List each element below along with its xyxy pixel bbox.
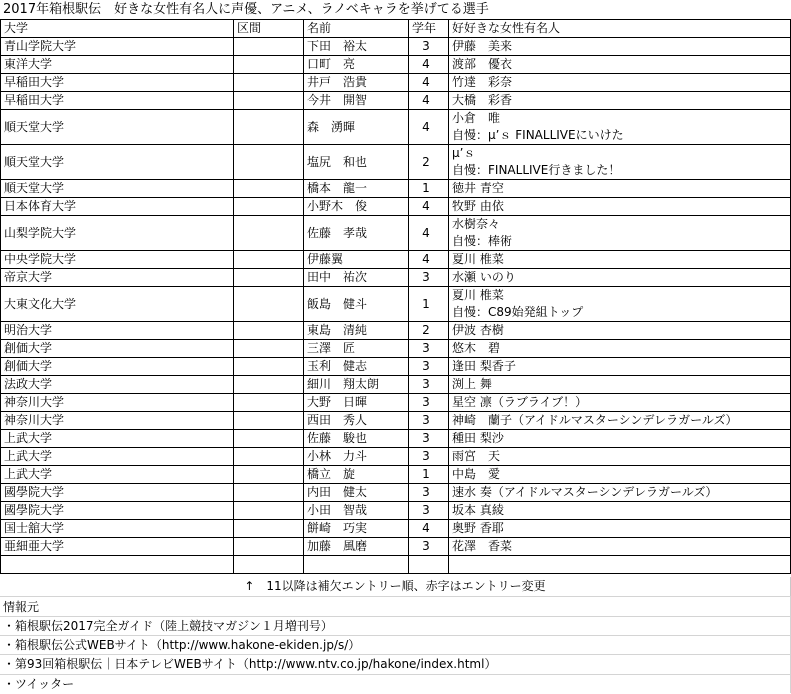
runners-table	[0, 19, 791, 574]
header-favorite: 好好きな女性有名人	[449, 20, 791, 38]
cell-favorite	[449, 251, 791, 269]
cell-favorite	[449, 376, 791, 394]
favorite-line: 水瀬 いのり	[452, 270, 516, 284]
cell-name: 佐藤 孝哉	[304, 216, 409, 251]
cell-grade: 3	[409, 448, 449, 466]
cell-grade: 4	[409, 74, 449, 92]
cell-grade: 4	[409, 251, 449, 269]
source-item: ・第93回箱根駅伝｜日本テレビWEBサイト（http://www.ntv.co.jp/hakone/index.html）	[3, 657, 497, 671]
favorite-line: 竹達 彩奈	[452, 75, 513, 89]
table-row	[1, 56, 791, 74]
favorite-line: 自慢：FINALLIVE行きました！	[452, 163, 621, 177]
source-item: ・箱根駅伝2017完全ガイド（陸上競技マガジン１月増刊号）	[3, 619, 333, 633]
table-row	[1, 448, 791, 466]
cell-university: 順天堂大学	[1, 145, 234, 180]
favorite-line: 伊藤 美来	[452, 39, 513, 53]
source-item: ・箱根駅伝公式WEBサイト（http://www.hakone-ekiden.jp/s/）	[3, 638, 361, 652]
favorite-line: 大橋 彩香	[452, 93, 513, 107]
cell-grade: 3	[409, 430, 449, 448]
table-row	[1, 287, 791, 322]
cell-favorite	[449, 110, 791, 145]
favorite-line: 星空 凛（ラブライブ！）	[452, 395, 588, 409]
cell-name: 餅崎 巧実	[304, 520, 409, 538]
cell-empty	[304, 556, 409, 574]
cell-name: 大野 日暉	[304, 394, 409, 412]
cell-favorite	[449, 287, 791, 322]
header-name: 名前	[304, 20, 409, 38]
cell-favorite	[449, 269, 791, 287]
cell-grade: 1	[409, 466, 449, 484]
table-row	[1, 110, 791, 145]
cell-university: 順天堂大学	[1, 180, 234, 198]
cell-grade: 4	[409, 198, 449, 216]
table-row	[1, 484, 791, 502]
cell-name: 飯島 健斗	[304, 287, 409, 322]
cell-university: 順天堂大学	[1, 110, 234, 145]
cell-name: 細川 翔太朗	[304, 376, 409, 394]
cell-section	[234, 412, 304, 430]
cell-favorite	[449, 145, 791, 180]
cell-favorite	[449, 56, 791, 74]
cell-university: 神奈川大学	[1, 412, 234, 430]
cell-grade: 1	[409, 287, 449, 322]
table-row	[1, 358, 791, 376]
cell-university: 上武大学	[1, 448, 234, 466]
cell-section	[234, 110, 304, 145]
cell-section	[234, 322, 304, 340]
header-grade: 学年	[409, 20, 449, 38]
cell-favorite	[449, 466, 791, 484]
cell-grade: 3	[409, 269, 449, 287]
cell-grade: 3	[409, 340, 449, 358]
cell-section	[234, 358, 304, 376]
table-row	[1, 340, 791, 358]
cell-favorite	[449, 74, 791, 92]
cell-university: 大東文化大学	[1, 287, 234, 322]
favorite-line: 小倉 唯	[452, 111, 501, 125]
cell-name: 塩尻 和也	[304, 145, 409, 180]
cell-section	[234, 287, 304, 322]
cell-grade: 3	[409, 38, 449, 56]
cell-empty	[409, 556, 449, 574]
cell-name: 伊藤翼	[304, 251, 409, 269]
cell-favorite	[449, 216, 791, 251]
cell-grade: 4	[409, 520, 449, 538]
cell-section	[234, 538, 304, 556]
favorite-line: 夏川 椎菜	[452, 288, 504, 302]
cell-grade: 2	[409, 145, 449, 180]
cell-university: 法政大学	[1, 376, 234, 394]
source-item: ・ツイッター	[3, 677, 75, 691]
table-row-empty	[1, 556, 791, 574]
favorite-line: 渡部 優衣	[452, 57, 513, 71]
favorite-line: 自慢：μ’ｓ FINALLIVEにいけた	[452, 128, 624, 142]
cell-university: 上武大学	[1, 466, 234, 484]
favorite-line: 速水 奏（アイドルマスターシンデレラガールズ）	[452, 485, 718, 499]
table-row	[1, 376, 791, 394]
cell-section	[234, 251, 304, 269]
table-row	[1, 430, 791, 448]
cell-name: 玉利 健志	[304, 358, 409, 376]
cell-favorite	[449, 358, 791, 376]
cell-grade: 3	[409, 394, 449, 412]
cell-name: 三澤 匠	[304, 340, 409, 358]
cell-name: 加藤 風磨	[304, 538, 409, 556]
cell-university: 東洋大学	[1, 56, 234, 74]
cell-favorite	[449, 448, 791, 466]
cell-name: 森 湧暉	[304, 110, 409, 145]
cell-section	[234, 394, 304, 412]
favorite-line: 夏川 椎菜	[452, 252, 504, 266]
table-row	[1, 251, 791, 269]
table-row	[1, 216, 791, 251]
favorite-line: 悠木 碧	[452, 341, 501, 355]
table-row	[1, 322, 791, 340]
cell-favorite	[449, 538, 791, 556]
cell-name: 井戸 浩貴	[304, 74, 409, 92]
cell-section	[234, 448, 304, 466]
cell-grade: 3	[409, 502, 449, 520]
cell-name: 小林 力斗	[304, 448, 409, 466]
favorite-line: 奥野 香耶	[452, 521, 504, 535]
cell-university: 國學院大学	[1, 484, 234, 502]
cell-university: 日本体育大学	[1, 198, 234, 216]
cell-name: 佐藤 駿也	[304, 430, 409, 448]
favorite-line: 水樹奈々	[452, 217, 501, 231]
header-section: 区間	[234, 20, 304, 38]
cell-section	[234, 38, 304, 56]
footnote: ↑ 11以降は補欠エントリー順、赤字はエントリー変更	[0, 577, 791, 596]
cell-favorite	[449, 412, 791, 430]
table-row	[1, 145, 791, 180]
cell-empty	[449, 556, 791, 574]
table-row	[1, 520, 791, 538]
cell-section	[234, 145, 304, 180]
cell-university: 國學院大学	[1, 502, 234, 520]
cell-university: 創価大学	[1, 340, 234, 358]
divider	[0, 596, 791, 597]
cell-section	[234, 430, 304, 448]
cell-university: 早稲田大学	[1, 92, 234, 110]
table-row	[1, 198, 791, 216]
table-row	[1, 269, 791, 287]
header-university: 大学	[1, 20, 234, 38]
cell-grade: 3	[409, 412, 449, 430]
divider	[0, 674, 791, 675]
cell-section	[234, 56, 304, 74]
favorite-line: 渕上 舞	[452, 377, 492, 391]
cell-empty	[1, 556, 234, 574]
table-row	[1, 74, 791, 92]
cell-section	[234, 484, 304, 502]
cell-grade: 4	[409, 56, 449, 74]
cell-university: 亜細亜大学	[1, 538, 234, 556]
cell-name: 内田 健太	[304, 484, 409, 502]
header-row	[1, 20, 791, 38]
cell-favorite	[449, 92, 791, 110]
table-row	[1, 92, 791, 110]
table-row	[1, 466, 791, 484]
cell-grade: 3	[409, 376, 449, 394]
cell-university: 創価大学	[1, 358, 234, 376]
cell-favorite	[449, 484, 791, 502]
cell-university: 中央学院大学	[1, 251, 234, 269]
cell-name: 東島 清純	[304, 322, 409, 340]
cell-grade: 1	[409, 180, 449, 198]
cell-grade: 2	[409, 322, 449, 340]
cell-favorite	[449, 430, 791, 448]
favorite-line: μ’ｓ	[452, 146, 476, 160]
favorite-line: 中島 愛	[452, 467, 501, 481]
cell-grade: 3	[409, 358, 449, 376]
table-body	[1, 38, 791, 574]
cell-university: 帝京大学	[1, 269, 234, 287]
source-heading: 情報元	[3, 600, 40, 614]
favorite-line: 種田 梨沙	[452, 431, 504, 445]
cell-empty	[234, 556, 304, 574]
table-row	[1, 412, 791, 430]
cell-favorite	[449, 198, 791, 216]
cell-name: 小野木 俊	[304, 198, 409, 216]
cell-name: 口町 亮	[304, 56, 409, 74]
cell-favorite	[449, 502, 791, 520]
cell-name: 西田 秀人	[304, 412, 409, 430]
cell-section	[234, 502, 304, 520]
cell-university: 国士舘大学	[1, 520, 234, 538]
table-row	[1, 180, 791, 198]
cell-grade: 4	[409, 92, 449, 110]
favorite-line: 花澤 香菜	[452, 539, 513, 553]
table-row	[1, 502, 791, 520]
cell-section	[234, 92, 304, 110]
cell-favorite	[449, 38, 791, 56]
table-row	[1, 538, 791, 556]
favorite-line: 雨宮 天	[452, 449, 501, 463]
favorite-line: 自慢：C89始発組トップ	[452, 305, 584, 319]
cell-section	[234, 269, 304, 287]
cell-university: 明治大学	[1, 322, 234, 340]
cell-section	[234, 376, 304, 394]
cell-name: 今井 開智	[304, 92, 409, 110]
cell-section	[234, 74, 304, 92]
favorite-line: 牧野 由依	[452, 199, 504, 213]
favorite-line: 徳井 青空	[452, 181, 504, 195]
cell-university: 青山学院大学	[1, 38, 234, 56]
cell-section	[234, 520, 304, 538]
cell-university: 神奈川大学	[1, 394, 234, 412]
cell-name: 橋立 旋	[304, 466, 409, 484]
favorite-line: 自慢：棒術	[452, 234, 513, 248]
cell-section	[234, 198, 304, 216]
favorite-line: 逢田 梨香子	[452, 359, 516, 373]
cell-section	[234, 216, 304, 251]
cell-university: 山梨学院大学	[1, 216, 234, 251]
table-row	[1, 38, 791, 56]
cell-favorite	[449, 340, 791, 358]
cell-grade: 3	[409, 484, 449, 502]
cell-favorite	[449, 322, 791, 340]
cell-name: 小田 智哉	[304, 502, 409, 520]
cell-section	[234, 180, 304, 198]
favorite-line: 神崎 蘭子（アイドルマスターシンデレラガールズ）	[452, 413, 738, 427]
cell-name: 田中 祐次	[304, 269, 409, 287]
favorite-line: 伊波 杏樹	[452, 323, 504, 337]
cell-name: 下田 裕太	[304, 38, 409, 56]
cell-favorite	[449, 394, 791, 412]
cell-grade: 4	[409, 216, 449, 251]
cell-name: 橋本 龍一	[304, 180, 409, 198]
cell-favorite	[449, 520, 791, 538]
sheet-title: 2017年箱根駅伝 好きな女性有名人に声優、アニメ、ラノベキャラを挙げてる選手	[3, 2, 489, 17]
cell-section	[234, 466, 304, 484]
cell-university: 上武大学	[1, 430, 234, 448]
cell-university: 早稲田大学	[1, 74, 234, 92]
table-row	[1, 394, 791, 412]
favorite-line: 坂本 真綾	[452, 503, 504, 517]
cell-grade: 3	[409, 538, 449, 556]
cell-favorite	[449, 180, 791, 198]
cell-grade: 4	[409, 110, 449, 145]
cell-section	[234, 340, 304, 358]
